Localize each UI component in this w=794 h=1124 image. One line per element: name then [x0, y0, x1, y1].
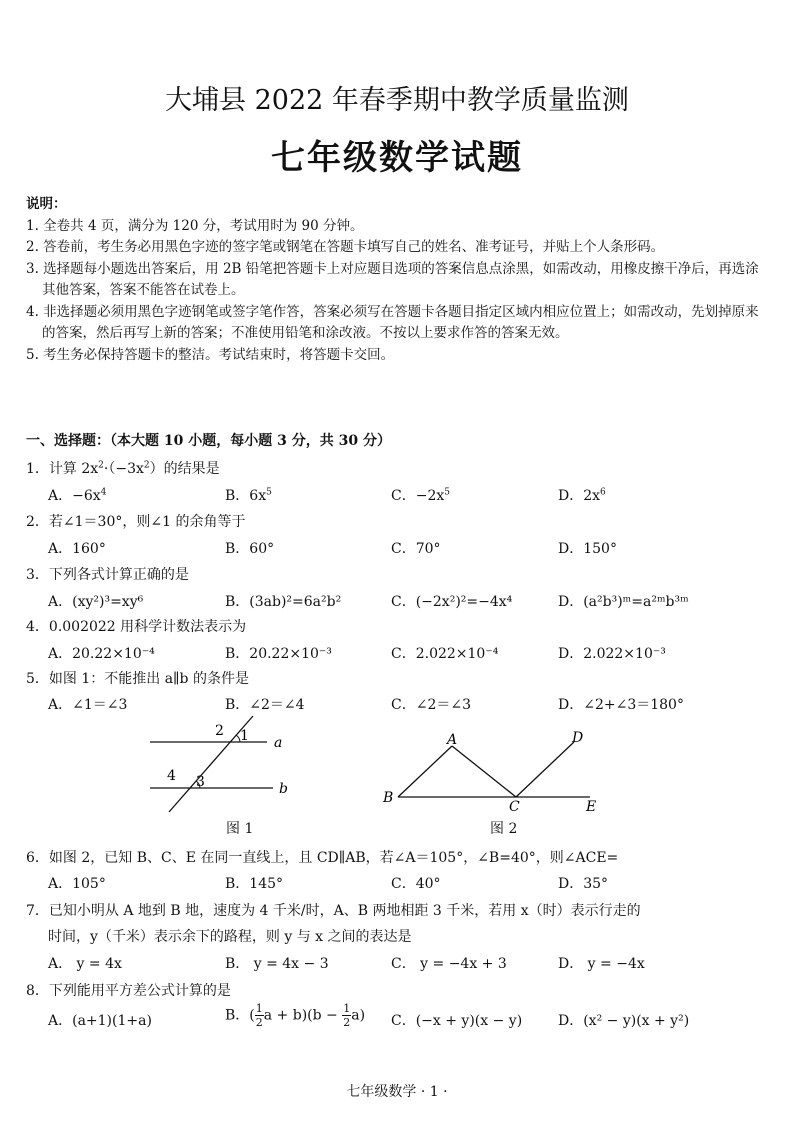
fig2-label-A: A [447, 732, 458, 748]
instruction-item: 1. 全卷共 4 页，满分为 120 分，考试用时为 90 分钟。 [26, 217, 364, 234]
question-8: 8．下列能用平方差公式计算的是 [26, 983, 231, 999]
option-a: A．160° [48, 541, 106, 557]
option-a: A．20.22×10⁻⁴ [48, 646, 155, 662]
option-c: C．2.022×10⁻⁴ [391, 646, 499, 662]
option-c: C．$-2x^5$ [391, 487, 450, 504]
segment-ac [452, 746, 516, 797]
question-4: 4．0.002022 用科学计数法表示为 [26, 619, 247, 635]
question-7-line-2: 时间，y（千米）表示余下的路程，则 y 与 x 之间的表达是 [48, 929, 412, 945]
fig1-label-4: 4 [167, 768, 176, 784]
option-a: A．∠1＝∠3 [48, 697, 128, 713]
option-c: C．40° [391, 876, 441, 892]
exam-subtitle: 七年级数学试题 [271, 138, 523, 178]
option-d: D．150° [558, 541, 617, 557]
q1-exp: 2 [98, 460, 104, 471]
segment-ba [398, 746, 452, 797]
page-footer: 七年级数学 · 1 · [346, 1084, 448, 1100]
option-b: B．∠2＝∠4 [225, 697, 305, 713]
option-d: D．(x² − y)(x + y²) [558, 1013, 690, 1029]
q1-exp: 2 [143, 460, 150, 471]
fraction-half: $\frac{1}{2}$ [343, 1002, 351, 1029]
option-a: A．(a+1)(1+a) [48, 1013, 152, 1029]
fig2-label-B: B [383, 790, 394, 806]
option-d: D．2.022×10⁻³ [558, 646, 666, 662]
option-b: B．20.22×10⁻³ [225, 646, 332, 662]
figure-2-diagram [378, 726, 608, 816]
option-c: C．70° [391, 541, 441, 557]
instructions-label: 说明： [26, 196, 67, 212]
option-b: B．$6x^5$ [225, 487, 272, 504]
option-b: B． y = 4x − 3 [225, 956, 329, 972]
fraction-half: $\frac{1}{2}$ [255, 1002, 263, 1029]
q1-text: ·（−3x [103, 461, 144, 477]
option-c: C． y = −4x + 3 [391, 956, 507, 972]
option-d: D．(a²b³)ᵐ=a²ᵐb³ᵐ [558, 594, 689, 610]
section-title: 一、选择题：（本大题 10 小题，每小题 3 分，共 30 分） [26, 433, 391, 449]
option-d: D．35° [558, 876, 609, 892]
option-b: B．( $\frac{1}{2}$ a + b)(b − $\frac{1}{2}$ a) [225, 1002, 366, 1029]
fig1-label-1: 1 [240, 728, 249, 744]
option-b: B．60° [225, 541, 275, 557]
option-d: D． y = −4x [558, 956, 645, 972]
question-5: 5．如图 1：不能推出 a∥b 的条件是 [26, 671, 249, 687]
figure-2-caption: 图 2 [490, 821, 518, 837]
fig1-label-2: 2 [215, 723, 224, 739]
option-a: A．(xy²)³=xy⁶ [48, 594, 144, 610]
option-a: A． y = 4x [48, 956, 122, 972]
option-b: B．145° [225, 876, 284, 892]
figure-1-caption: 图 1 [226, 821, 254, 837]
instruction-item: 5. 考生务必保持答题卡的整洁。考试结束时，将答题卡交回。 [26, 346, 395, 363]
instruction-item: 4. 非选择题必须用黑色字迹钢笔或签字笔作答，答案必须写在答题卡各题目指定区域内相应位置上；如需改动，先划掉原来的答案，然后再写上新的答案；不准使用铅笔和涂改液。不按以上要求作答的答案无效。 [26, 303, 759, 341]
fig1-label-3: 3 [196, 774, 205, 790]
fig1-label-b: b [279, 781, 288, 797]
instruction-item: 3. 选择题每小题选出答案后，用 2B 铅笔把答题卡上对应题目选项的答案信息点涂黑，如需改动，用橡皮擦干净后，再选涂其他答案，答案不能答在试卷上。 [26, 260, 759, 298]
figure-1-diagram [145, 714, 305, 814]
option-c: C．(−2x²)²=−4x⁴ [391, 594, 513, 610]
question-6: 6．如图 2，已知 B、C、E 在同一直线上，且 CD∥AB，若∠A＝105°，∠B=40°，则∠ACE= [26, 850, 619, 866]
instruction-item: 2. 答卷前，考生务必用黑色字迹的签字笔或钢笔在答题卡填写自己的姓名、准考证号，并贴上个人条形码。 [26, 239, 665, 255]
option-b: B．(3ab)²=6a²b² [225, 594, 342, 610]
fig2-label-D: D [572, 730, 584, 746]
fig2-label-C: C [509, 799, 520, 815]
question-3: 3．下列各式计算正确的是 [26, 567, 189, 583]
fig1-label-a: a [274, 735, 283, 751]
segment-cd [516, 742, 574, 797]
option-d: D．∠2+∠3＝180° [558, 697, 684, 713]
q1-text: 1．计算 2x [26, 461, 99, 477]
question-7-line-1: 7．已知小明从 A 地到 B 地，速度为 4 千米/时，A、B 两地相距 3 千米，若用 x（时）表示行走的 [26, 903, 641, 919]
fig2-label-E: E [586, 799, 597, 815]
option-a: A．$-6x^4$ [48, 487, 107, 504]
option-c: C．(−x + y)(x − y) [391, 1013, 523, 1029]
option-d: D．$2x^6$ [558, 487, 606, 504]
instructions [26, 194, 768, 366]
question-1 [26, 458, 768, 478]
exam-title: 大埔县 2022 年春季期中教学质量监测 [165, 85, 629, 116]
q1-text: ）的结果是 [149, 461, 220, 477]
option-c: C．∠2＝∠3 [391, 697, 471, 713]
option-a: A．105° [48, 876, 106, 892]
question-2: 2．若∠1＝30°，则∠1 的余角等于 [26, 514, 246, 530]
